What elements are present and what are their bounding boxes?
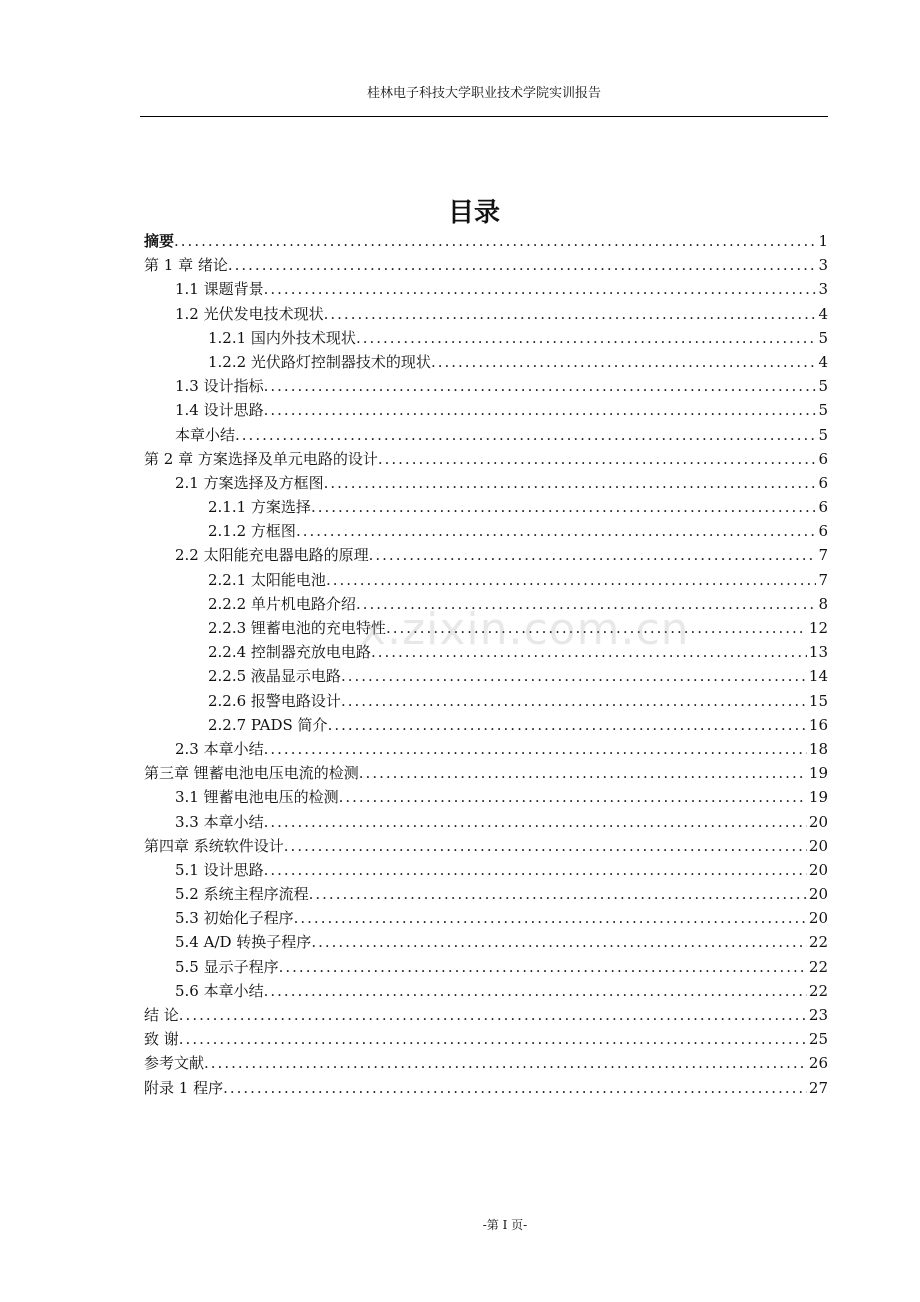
toc-entry-page: 4	[818, 304, 828, 323]
toc-entry-label: 摘要	[144, 232, 175, 250]
toc-entry[interactable]	[144, 689, 828, 713]
toc-entry-page: 20	[808, 836, 828, 855]
toc-entry-label: 1.2 光伏发电技术现状	[175, 304, 324, 323]
toc-entry-label: 2.2.3 锂蓄电池的充电特性	[208, 619, 386, 637]
toc-leader-dots	[369, 543, 816, 567]
toc-leader-dots	[235, 423, 816, 447]
toc-entry-page: 12	[808, 619, 828, 637]
toc-entry-page: 6	[818, 473, 828, 492]
toc-leader-dots	[264, 398, 816, 422]
toc-leader-dots	[386, 616, 807, 640]
toc-entry-page: 18	[808, 739, 828, 758]
toc-entry-label: 5.3 初始化子程序	[175, 909, 294, 928]
toc-leader-dots	[179, 1027, 807, 1051]
toc-entry[interactable]	[144, 471, 828, 495]
toc-entry-label: 第四章 系统软件设计	[144, 836, 284, 855]
toc-entry-page: 20	[808, 860, 828, 879]
toc-leader-dots	[279, 955, 807, 979]
toc-leader-dots	[174, 229, 816, 253]
toc-entry[interactable]	[144, 519, 828, 543]
toc-entry[interactable]	[144, 761, 828, 785]
toc-entry-label: 1.2.1 国内外技术现状	[208, 328, 356, 347]
toc-leader-dots	[264, 374, 816, 398]
toc-entry-page: 1	[818, 232, 828, 250]
toc-entry[interactable]	[144, 1051, 828, 1075]
toc-entry-page: 19	[808, 788, 828, 807]
toc-entry-page: 20	[808, 909, 828, 928]
toc-entry-label: 2.1 方案选择及方框图	[175, 473, 324, 492]
toc-leader-dots	[431, 350, 816, 374]
toc-leader-dots	[371, 640, 807, 664]
toc-entry-page: 20	[808, 812, 828, 831]
toc-entry-label: 第 1 章 绪论	[144, 256, 228, 275]
toc-entry-page: 13	[808, 643, 828, 662]
page-footer: -第 I 页-	[482, 1218, 528, 1232]
toc-entry-label: 5.1 设计思路	[175, 860, 264, 879]
toc-leader-dots	[324, 471, 816, 495]
toc-entry[interactable]	[144, 495, 828, 519]
toc-entry-label: 2.1.2 方框图	[208, 522, 296, 541]
toc-entry-page: 3	[818, 280, 828, 299]
toc-leader-dots	[264, 737, 807, 761]
toc-entry[interactable]	[144, 302, 828, 326]
toc-leader-dots	[309, 882, 807, 906]
toc-leader-dots	[328, 713, 807, 737]
toc-entry-label: 第三章 锂蓄电池电压电流的检测	[144, 764, 359, 783]
toc-entry[interactable]	[144, 713, 828, 737]
table-of-contents	[144, 229, 828, 1100]
toc-entry[interactable]	[144, 882, 828, 906]
toc-entry-label: 2.2.5 液晶显示电路	[208, 667, 341, 686]
toc-entry[interactable]	[144, 374, 828, 398]
toc-entry-label: 5.6 本章小结	[175, 981, 264, 1000]
toc-leader-dots	[339, 785, 807, 809]
toc-leader-dots	[311, 495, 816, 519]
toc-entry[interactable]	[144, 568, 828, 592]
toc-leader-dots	[378, 447, 816, 471]
toc-leader-dots	[356, 326, 816, 350]
toc-entry-page: 19	[808, 764, 828, 783]
toc-entry-label: 第 2 章 方案选择及单元电路的设计	[144, 449, 378, 468]
toc-entry-label: 5.4 A/D 转换子程序	[175, 933, 312, 952]
toc-entry[interactable]	[144, 664, 828, 688]
toc-entry[interactable]	[144, 592, 828, 616]
toc-entry[interactable]	[144, 398, 828, 422]
toc-entry-label: 2.2.6 报警电路设计	[208, 691, 341, 710]
toc-leader-dots	[359, 761, 807, 785]
toc-entry-page: 5	[818, 328, 828, 347]
toc-entry[interactable]	[144, 640, 828, 664]
toc-entry-label: 致 谢	[144, 1030, 179, 1049]
toc-entry[interactable]	[144, 858, 828, 882]
toc-leader-dots	[264, 810, 807, 834]
toc-entry-page: 22	[808, 981, 828, 1000]
toc-leader-dots	[204, 1051, 807, 1075]
toc-leader-dots	[294, 906, 807, 930]
toc-leader-dots	[341, 664, 807, 688]
toc-entry-page: 14	[808, 667, 828, 686]
toc-entry-page: 6	[818, 522, 828, 541]
toc-leader-dots	[223, 1076, 807, 1100]
toc-entry[interactable]	[144, 785, 828, 809]
toc-entry[interactable]	[144, 229, 828, 253]
toc-entry[interactable]	[144, 979, 828, 1003]
toc-entry[interactable]	[144, 906, 828, 930]
toc-entry[interactable]	[144, 955, 828, 979]
toc-entry-page: 7	[818, 546, 828, 565]
toc-entry-label: 3.1 锂蓄电池电压的检测	[175, 788, 339, 807]
toc-entry[interactable]	[144, 930, 828, 954]
toc-leader-dots	[228, 253, 816, 277]
toc-entry-label: 5.2 系统主程序流程	[175, 885, 309, 904]
toc-entry-label: 2.1.1 方案选择	[208, 498, 311, 517]
toc-entry-page: 26	[808, 1054, 828, 1073]
toc-entry-label: 1.3 设计指标	[175, 377, 264, 396]
toc-entry[interactable]	[144, 350, 828, 374]
toc-entry-page: 7	[818, 570, 828, 589]
toc-entry-page: 8	[818, 594, 828, 613]
toc-entry-page: 4	[818, 352, 828, 371]
toc-entry-page: 6	[818, 498, 828, 517]
toc-entry-label: 2.3 本章小结	[175, 739, 264, 758]
toc-entry-label: 参考文献	[144, 1054, 205, 1073]
toc-leader-dots	[284, 834, 807, 858]
toc-entry-page: 22	[808, 957, 828, 976]
toc-entry-label: 2.2.2 单片机电路介绍	[208, 594, 356, 613]
toc-entry-label: 2.2 太阳能充电器电路的原理	[175, 546, 369, 565]
toc-entry-page: 22	[808, 933, 828, 952]
toc-entry-page: 15	[808, 691, 828, 710]
toc-entry-label: 2.2.4 控制器充放电电路	[208, 643, 371, 662]
toc-entry-label: 1.4 设计思路	[175, 401, 264, 420]
toc-leader-dots	[296, 519, 816, 543]
toc-entry-label: 结 论	[144, 1006, 179, 1024]
toc-entry[interactable]	[144, 277, 828, 301]
toc-entry[interactable]	[144, 616, 828, 640]
toc-entry-label: 本章小结	[175, 425, 236, 444]
toc-entry[interactable]	[144, 1027, 828, 1051]
toc-entry-page: 16	[808, 715, 828, 734]
toc-leader-dots	[356, 592, 816, 616]
toc-entry-page: 5	[818, 425, 828, 444]
page-header: 桂林电子科技大学职业技术学院实训报告	[366, 86, 601, 101]
toc-leader-dots	[264, 277, 816, 301]
toc-leader-dots	[341, 689, 807, 713]
toc-entry[interactable]	[144, 1076, 828, 1100]
toc-entry-label: 2.2.7 PADS 简介	[208, 715, 328, 734]
toc-entry-label: 3.3 本章小结	[175, 812, 264, 831]
toc-entry-page: 20	[808, 885, 828, 904]
toc-entry[interactable]	[144, 253, 828, 277]
toc-entry-page: 25	[808, 1030, 828, 1049]
toc-entry-label: 2.2.1 太阳能电池	[208, 570, 326, 589]
toc-entry[interactable]	[144, 810, 828, 834]
toc-entry-page: 27	[808, 1078, 828, 1097]
page-title: 目录	[447, 198, 500, 228]
toc-leader-dots	[324, 302, 816, 326]
header-divider	[140, 116, 828, 117]
toc-entry-page: 6	[818, 449, 828, 468]
toc-entry[interactable]	[144, 834, 828, 858]
toc-entry-label: 附录 1 程序	[144, 1078, 224, 1097]
toc-leader-dots	[179, 1003, 807, 1027]
toc-entry-label: 1.2.2 光伏路灯控制器技术的现状	[208, 352, 431, 371]
toc-leader-dots	[326, 568, 816, 592]
toc-leader-dots	[264, 858, 807, 882]
toc-entry-page: 3	[818, 256, 828, 275]
toc-entry[interactable]	[144, 1003, 828, 1027]
toc-leader-dots	[311, 930, 807, 954]
toc-leader-dots	[264, 979, 807, 1003]
toc-entry[interactable]	[144, 326, 828, 350]
toc-entry-label: 1.1 课题背景	[175, 280, 264, 299]
toc-entry-page: 5	[818, 401, 828, 420]
toc-entry[interactable]	[144, 737, 828, 761]
toc-entry[interactable]	[144, 543, 828, 567]
toc-entry-label: 5.5 显示子程序	[175, 957, 279, 976]
toc-entry[interactable]	[144, 447, 828, 471]
toc-entry[interactable]	[144, 423, 828, 447]
toc-entry-page: 23	[808, 1006, 828, 1024]
watermark: x.zixin.com.cn	[360, 604, 690, 655]
toc-entry-page: 5	[818, 377, 828, 396]
